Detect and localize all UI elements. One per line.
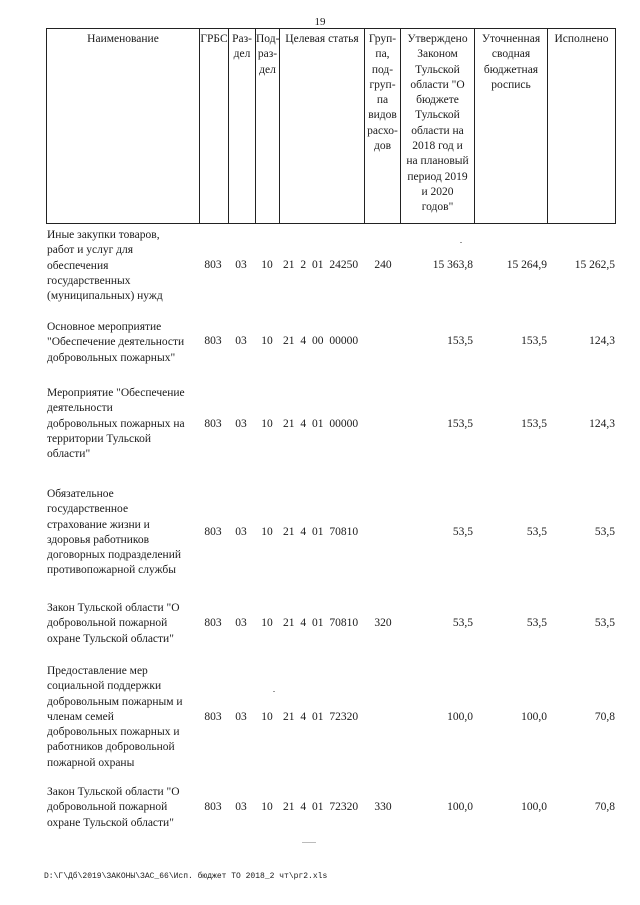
row-grbs: 803 (204, 259, 222, 271)
row-ispolneno: 70,8 (594, 801, 615, 813)
row-ispolneno: 70,8 (594, 711, 615, 723)
row-utverzhdeno: 15 363,8 (432, 259, 473, 271)
row-grbs: 803 (204, 617, 222, 629)
scan-speck (273, 691, 275, 692)
row-grbs: 803 (204, 526, 222, 538)
row-podrazdel: 10 (261, 418, 273, 430)
row-name: Предоставление мер социальной поддержки добровольным пожарным и членам семей добровольных пожарных и работников добровольной пожарной охраны (47, 665, 183, 769)
row-tselevaya-statya: 21 4 00 00000 (283, 335, 359, 347)
row-name: Обязательное государственное страхование жизни и здоровья работников договорных подразделений противопожарной службы (47, 488, 182, 577)
row-grbs: 803 (204, 335, 222, 347)
row-razdel: 03 (235, 617, 247, 629)
row-utochnennaya: 153,5 (521, 335, 547, 347)
row-razdel: 03 (235, 711, 247, 723)
header-utochnennaya-rospis: Уточненная сводная бюджетная роспись (475, 29, 548, 223)
row-grbs: 803 (204, 418, 222, 430)
row-razdel: 03 (235, 801, 247, 813)
row-utverzhdeno: 53,5 (452, 617, 473, 629)
row-ispolneno: 53,5 (594, 526, 615, 538)
row-tselevaya-statya: 21 4 01 72320 (283, 801, 359, 813)
row-podrazdel: 10 (261, 335, 273, 347)
row-razdel: 03 (235, 526, 247, 538)
row-tselevaya-statya: 21 4 01 00000 (283, 418, 359, 430)
row-ispolneno: 124,3 (589, 418, 615, 430)
file-path-footer: D:\Г\Дб\2019\ЗАКОНЫ\ЗАС_66\Исп. бюджет ТО 2018_2 чт\рг2.xls (44, 872, 328, 881)
row-tselevaya-statya: 21 4 01 70810 (283, 526, 359, 538)
row-podrazdel: 10 (261, 526, 273, 538)
row-vid-raskhodov: 320 (374, 617, 392, 629)
row-utverzhdeno: 153,5 (447, 418, 473, 430)
row-vid-raskhodov: 240 (374, 259, 392, 271)
row-tselevaya-statya: 21 2 01 24250 (283, 259, 359, 271)
row-name: Закон Тульской области "О добровольной пожарной охране Тульской области" (47, 786, 180, 829)
scan-speck (302, 842, 316, 843)
row-grbs: 803 (204, 801, 222, 813)
row-name: Мероприятие "Обеспечение деятельности добровольных пожарных на территории Тульской области" (47, 387, 185, 461)
header-podrazdel: Под- раз- дел (256, 29, 280, 223)
row-razdel: 03 (235, 418, 247, 430)
header-name: Наименование (47, 29, 200, 223)
row-podrazdel: 10 (261, 711, 273, 723)
row-utverzhdeno: 53,5 (452, 526, 473, 538)
row-podrazdel: 10 (261, 801, 273, 813)
row-razdel: 03 (235, 259, 247, 271)
row-utochnennaya: 153,5 (521, 418, 547, 430)
row-tselevaya-statya: 21 4 01 72320 (283, 711, 359, 723)
row-podrazdel: 10 (261, 259, 273, 271)
row-name: Закон Тульской области "О добровольной пожарной охране Тульской области" (47, 602, 180, 645)
header-ispolneno: Исполнено (554, 33, 609, 45)
row-podrazdel: 10 (261, 617, 273, 629)
row-utochnennaya: 53,5 (526, 617, 547, 629)
header-utverzhdeno: Утверждено Законом Тульской области "О бюджете Тульской области на 2018 год и на плановый период 2019 и 2020 годов" (401, 29, 475, 223)
row-ispolneno: 15 262,5 (574, 259, 615, 271)
header-vid-raskhodov: Груп- па, под- груп- па видов расхо- дов (365, 29, 401, 223)
row-ispolneno: 124,3 (589, 335, 615, 347)
row-name: Иные закупки товаров, работ и услуг для обеспечения государственных (муниципальных) нужд (47, 229, 163, 303)
row-name: Основное мероприятие "Обеспечение деятельности добровольных пожарных" (47, 321, 185, 364)
row-razdel: 03 (235, 335, 247, 347)
page-number: 19 (314, 16, 326, 28)
row-utverzhdeno: 153,5 (447, 335, 473, 347)
row-grbs: 803 (204, 711, 222, 723)
row-utverzhdeno: 100,0 (447, 801, 473, 813)
row-utochnennaya: 15 264,9 (506, 259, 547, 271)
row-vid-raskhodov: 330 (374, 801, 392, 813)
header-razdel: Раз- дел (229, 29, 256, 223)
header-grbs: ГРБС (200, 29, 229, 223)
header-tselevaya-statya: Целевая статья (280, 29, 365, 223)
row-tselevaya-statya: 21 4 01 70810 (283, 617, 359, 629)
row-utverzhdeno: 100,0 (447, 711, 473, 723)
table-header (46, 28, 616, 224)
row-utochnennaya: 53,5 (526, 526, 547, 538)
row-utochnennaya: 100,0 (521, 801, 547, 813)
row-ispolneno: 53,5 (594, 617, 615, 629)
scan-speck (460, 242, 462, 243)
row-utochnennaya: 100,0 (521, 711, 547, 723)
